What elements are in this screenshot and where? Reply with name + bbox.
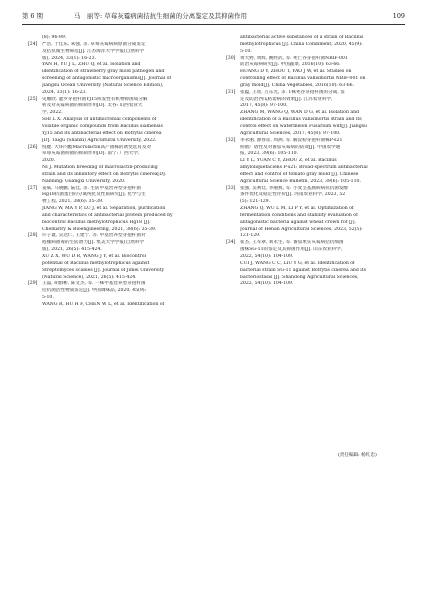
reference-number: [34]	[226, 240, 236, 246]
reference-line: 黄大野, 周辉, 姚经武, 等. 死亡谷芽孢杆菌NBIF-001	[240, 55, 348, 61]
reference-line: 报, 2023, 39(6): 105-110.	[240, 151, 299, 157]
reference-line: 2024, 33(1): 16-23.	[42, 89, 87, 95]
reference-line: screening of antagonistic microorganisms[J]. Journal of	[42, 76, 172, 82]
reference-line: 李永丽, 源春彦, 周洲, 等. 解淀粉芽孢杆菌株P-s21	[240, 137, 343, 143]
reference-line: (5): 121-129.	[240, 199, 271, 205]
reference-line: Chemistry & Bioengineering, 2021, 38(6): 35-39.	[42, 226, 157, 232]
reference-line: 5-10.	[240, 48, 252, 54]
reference-item	[28, 42, 204, 97]
reference-line: 析及对灰霉病菌的抑制作用[D]. 太谷: 山西农业大	[42, 103, 143, 109]
reference-line: 张蕴, 王瑶, 万东光, 等. 1株死谷芽孢杆菌的分离, 鉴	[240, 89, 345, 95]
reference-line: 条件优化及稳定性评价[J]. 河南农业科学, 2023, 52	[240, 192, 346, 198]
reference-number: [25]	[28, 96, 38, 102]
reference-line: LI Y L, YUAN C Y, ZHOU Z, et al. Bacillus	[240, 158, 337, 164]
reference-line: antibacterial active substances of a strain of Bacillus	[240, 35, 364, 40]
running-head	[22, 10, 405, 25]
reference-line: effect and control of tomato gray mold [J]. Chinese	[240, 171, 359, 177]
issue-number: 第 6 期	[22, 12, 43, 20]
reference-line: volatile organic compounds from Bacillus siamensis	[42, 123, 163, 129]
reference-line: 拮抗菌活性物质鉴定[J]. 中国调味品, 2020, 45(9):	[42, 288, 147, 294]
reference-line: bacterial strain SG-11 against Botrytis cinerea and its	[240, 267, 366, 273]
reference-line: gray mold[J]. China Vegetables, 2016(10): 63-66.	[240, 82, 355, 88]
reference-line: 定及防治西瓜枯萎病的效果[J]. 江苏农业科学,	[240, 96, 333, 102]
reference-line: (Natural Science), 2021, 26(5): 415-424.	[42, 274, 137, 280]
reference-line: 防治灰霉病研究[J]. 中国蔬菜, 2016(10): 63-66.	[240, 62, 341, 68]
reference-line: 学, 2022.	[42, 110, 63, 116]
reference-number: [31]	[226, 89, 236, 95]
reference-column-right	[226, 35, 402, 288]
reference-item	[226, 35, 402, 56]
reference-line: 崔杰, 王军翠, 刘永生, 等. 番茄果实灰霉病拮抗细菌	[240, 240, 344, 246]
reference-line: Journal of Henan Agricultural Sciences, 2023, 52(5):	[240, 226, 363, 232]
reference-item	[226, 90, 402, 138]
reference-line: Hg18抗菌蛋白的分离纯化及性质研究[J]. 化学与生	[42, 192, 146, 198]
reference-line: 草莓灰霉菌抑菌的抑制作用[D]. 南宁: 广西大学,	[42, 151, 140, 157]
reference-line: WANG R, HU H F, CHEN W L, et al. Identification of	[42, 301, 165, 307]
reference-number: [28]	[28, 233, 38, 239]
reference-line: 菌株SG-11的鉴定及其抑菌作用[J]. 山东农业科学,	[240, 247, 343, 253]
reference-line: Agricultural Sciences, 2017, 45(8): 97-100.	[240, 130, 341, 136]
reference-line: 版), 2024, 33(1): 16-23.	[42, 55, 96, 61]
reference-line: 版), 2021, 26(5): 415-424.	[42, 247, 102, 253]
reference-line: 2017, 45(8): 97-100.	[240, 103, 288, 109]
reference-item	[28, 145, 204, 186]
reference-item	[226, 240, 402, 288]
reference-line: strain and its inhibitory effect on Botrytis cinerea[D].	[42, 171, 167, 177]
reference-line: and characteristics of antibacterial protein produced by	[42, 212, 173, 218]
reference-line: Nanning: Guangxi University, 2020.	[42, 178, 126, 184]
reference-line: 疮痂病菌毒的生防潜力[J]. 集美大学学报(自然科学	[42, 240, 145, 246]
reference-line: Streptomyces scabies [J]. Journal of Jimei University	[42, 267, 165, 273]
reference-line: potential of Bacillus methylotrophicus against	[42, 260, 150, 266]
reference-line: 许子寰, 吴达仁, 王建宁, 等. 甲基营养型芽孢杆菌对	[42, 233, 146, 239]
reference-line: CUI J, WANG C C, LIU Y G, et al. Identification of	[240, 260, 355, 266]
reference-line: 2020.	[42, 158, 56, 164]
reference-number: [30]	[226, 55, 236, 61]
reference-line: 严浩, 于佳乐, 朱强, 等. 草莓灰霉病病原菌分离鉴定	[42, 41, 146, 47]
reference-line: 2022, 54(10): 104-109.	[240, 254, 294, 259]
reference-line: 张强, 吴利廷, 李丽燕, 等. 小麦茎基腐病病抗抗菌发酵	[240, 185, 349, 191]
reference-item	[28, 35, 204, 42]
reference-line: fermentation conditions and stability evaluation of	[240, 212, 358, 218]
reference-number: [26]	[28, 144, 38, 150]
reference-line: (8): 96-99.	[42, 35, 67, 40]
reference-line: Agricultural Science Bulletin, 2023, 39(6): 105-110.	[240, 178, 361, 184]
reference-number: [29]	[28, 281, 38, 287]
editor-note: (责任编辑: 杨红忠)	[338, 453, 377, 458]
reference-line: NI J. Mutation breeding of macrolactin-producing	[42, 165, 158, 171]
reference-item	[28, 281, 204, 308]
running-title: 马 丽等: 草莓灰霉病菌拮抗生细菌的分离鉴定及其抑菌作用	[74, 12, 248, 20]
reference-line: identification of a Bacillus vallismortis strain and its	[240, 117, 362, 123]
reference-line: 王磊, 胡群彬, 陈文杰, 等. 一株甲基营养型芽孢杆菌	[42, 281, 146, 287]
reference-item	[28, 233, 204, 281]
reference-line: JIANG W, MA Y P, LU J, et al. Separation, purification	[42, 206, 166, 212]
reference-item	[28, 186, 204, 234]
reference-line: 物工程, 2021, 38(6): 35-39.	[42, 199, 104, 205]
reference-line: control effect on watermelon Fusarium wilt[J]. Jiangsu	[240, 123, 367, 129]
reference-line: 121-129.	[240, 233, 261, 239]
reference-line: XU Z X, WU D R, WANG J Y, et al. Biocontrol	[42, 254, 146, 259]
reference-line: SHI L X. Analysis of antimicrobial components of	[42, 117, 157, 123]
reference-line: 抑菌广谱性及对番茄灰霉病的防效[J]. 中国农学通	[240, 144, 341, 150]
reference-line: bacteriostasis [J]. Shandong Agricultural Sciences,	[240, 274, 359, 280]
reference-line: 史雕欣. 暹罗芽孢杆菌YJ15挥发性有机物抑菌成分解	[42, 96, 148, 102]
reference-line: methylotrophicus [J]. China Condiment, 2020, 45(9):	[240, 41, 363, 47]
reference-line: ZHANG M, WANG Q, WAN D G, et al. Isolation and	[240, 110, 360, 116]
reference-line: identification of strawberry gray mold pathogen and	[42, 69, 165, 75]
reference-number: [32]	[226, 137, 236, 143]
reference-line: YJ15 and its antibacterial effect on Botrytis cinerea	[42, 130, 162, 136]
reference-item	[28, 97, 204, 145]
reference-column-left	[28, 35, 204, 309]
reference-line: biocontrol Bacillus methylotrophicus Hg18 [J].	[42, 219, 151, 225]
page-number: 109	[392, 12, 405, 20]
reference-item	[226, 186, 402, 241]
reference-line: 5-10.	[42, 295, 54, 301]
reference-number: [24]	[28, 41, 38, 47]
reference-item	[226, 56, 402, 90]
reference-item	[226, 138, 402, 186]
reference-line: 2022, 54(10): 104-109.	[240, 281, 294, 287]
reference-line: 倪婕. 大环内酯Macrolactin高产菌株的诱变选育及对	[42, 144, 152, 150]
reference-line: 及拮抗微生物筛选[J]. 江苏海洋大学学报(自然科学	[42, 48, 145, 54]
reference-line: [D]. Taigu (Shanxi) Agricultural University, 2022.	[42, 137, 157, 143]
reference-line: Jiangsu Ocean University (Natural Science Edition),	[42, 82, 164, 88]
reference-line: YAN H, YU J L, ZHU Q, et al. Isolation and	[42, 62, 141, 68]
reference-number: [33]	[226, 185, 236, 191]
reference-number: [27]	[28, 185, 38, 191]
reference-line: ZHANG Q, WU L M, LI P Y, et al. Optimization of	[240, 206, 354, 212]
reference-line: amyloliquefaciens P-s21: Broad-spectrum antibacterial	[240, 165, 368, 171]
reference-line: HUANG D Y, ZHOU T, YAO J W, et al. Studies on	[240, 69, 352, 75]
reference-line: antagonistic bacteria against wheat crown rot [J].	[240, 219, 357, 225]
reference-line: controlling effect of Bacillus vallismortis NBIF-001 on	[240, 76, 366, 82]
reference-line: 姜威, 马晓鹏, 陆佳, 等. 生防甲基营养型芽孢杆菌	[42, 185, 141, 191]
